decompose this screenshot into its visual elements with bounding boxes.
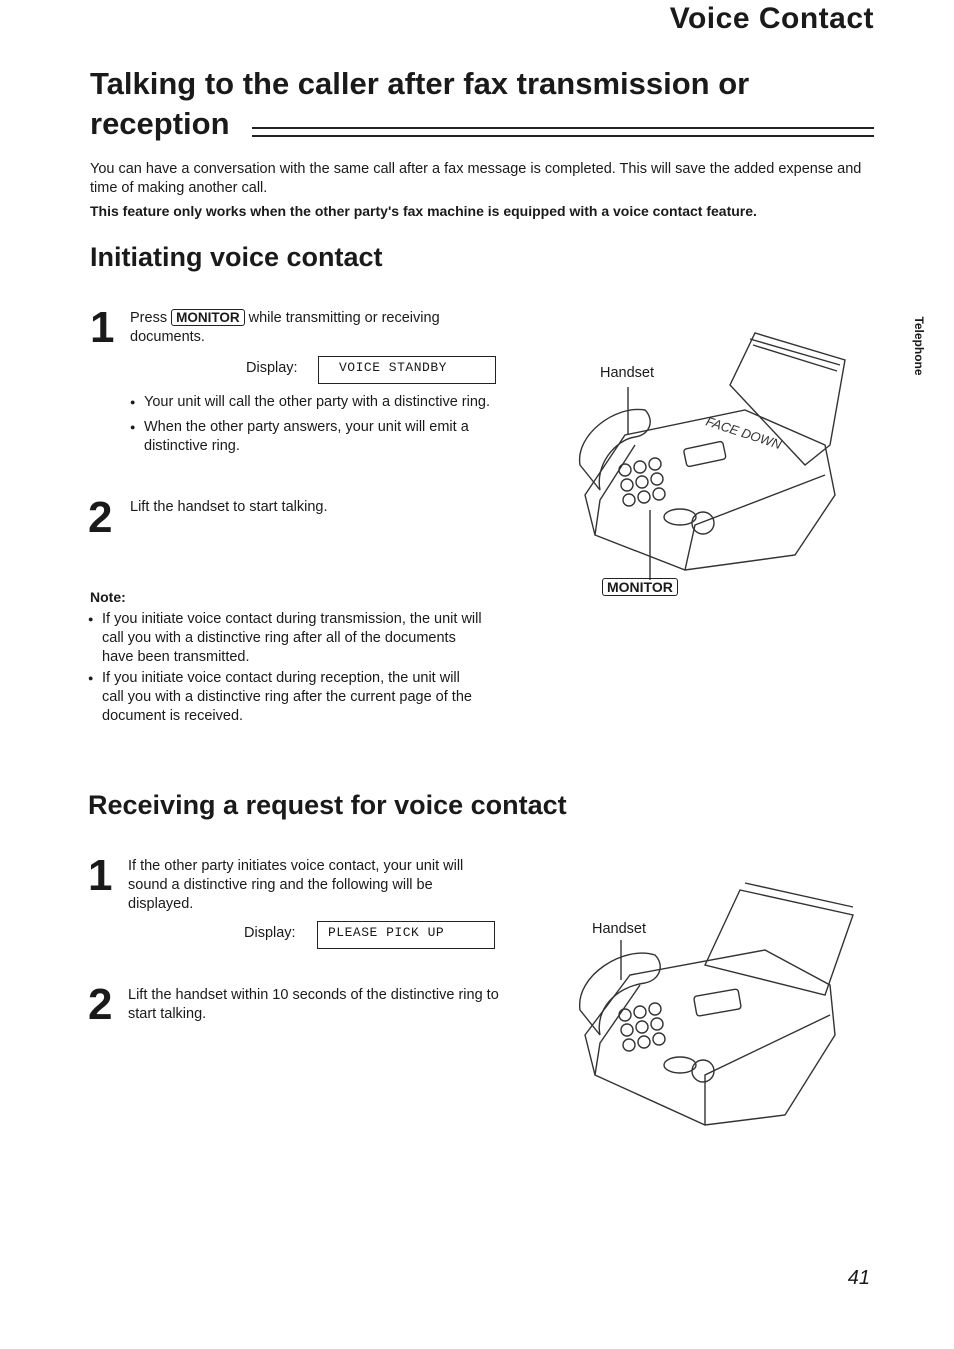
- step-number: 1: [88, 851, 113, 900]
- step-text-post: while transmitting or receiving documents.: [130, 310, 440, 345]
- step-instruction: Lift the handset within 10 seconds of the distinctive ring to start talking.: [128, 987, 499, 1022]
- page-number: 41: [847, 1267, 870, 1289]
- section-heading-receiving: Receiving a request for voice contact: [88, 790, 567, 820]
- section-heading-initiating: Initiating voice contact: [90, 242, 383, 272]
- note-list: [88, 610, 483, 728]
- bullet-item: ● When the other party answers, your unit will emit a distinctive ring.: [130, 418, 498, 456]
- title-rule: [252, 127, 874, 137]
- note-item: ● If you initiate voice contact during transmission, the unit will call you with a distinctive ring after all of the documents have been transmitted.: [88, 610, 483, 667]
- intro-text: You can have a conversation with the same call after a fax message is completed. This will save the added expense and time of making another call.: [90, 161, 862, 196]
- fax-machine-illustration: [555, 325, 855, 605]
- display-label: Display:: [244, 925, 296, 941]
- step-instruction: If the other party initiates voice contact, your unit will sound a distinctive ring and the following will be displayed.: [128, 858, 464, 912]
- step-number: 2: [88, 493, 113, 542]
- step-number: 2: [88, 980, 113, 1029]
- bullet-item: ● Your unit will call the other party with a distinctive ring.: [130, 393, 498, 412]
- page-title: Talking to the caller after fax transmission or reception: [90, 66, 750, 141]
- display-box: PLEASE PICK UP: [317, 921, 495, 949]
- face-down-text: FACE DOWN: [704, 413, 784, 453]
- display-box: VOICE STANDBY: [318, 356, 496, 384]
- intro-bold-note: This feature only works when the other party's fax machine is equipped with a voice contact feature.: [90, 203, 757, 219]
- step-bullets: [130, 393, 498, 462]
- handset-label: Handset: [592, 921, 647, 937]
- side-tab: [912, 306, 926, 386]
- note-label: Note:: [90, 589, 126, 605]
- step-instruction: Lift the handset to start talking.: [130, 499, 328, 515]
- step-text-pre: Press: [130, 310, 168, 326]
- fax-machine-illustration: [555, 875, 860, 1135]
- page-header-title: Voice Contact: [669, 2, 874, 35]
- handset-label: Handset: [600, 365, 655, 381]
- side-tab-label: Telephone: [912, 316, 926, 376]
- step-instruction: [130, 309, 500, 347]
- note-item: ● If you initiate voice contact during reception, the unit will call you with a distinctive ring after the current page of the document is received.: [88, 669, 483, 726]
- display-label: Display:: [246, 360, 298, 376]
- monitor-key: MONITOR: [171, 309, 245, 326]
- monitor-callout-label: MONITOR: [602, 578, 678, 596]
- step-number: 1: [90, 303, 115, 352]
